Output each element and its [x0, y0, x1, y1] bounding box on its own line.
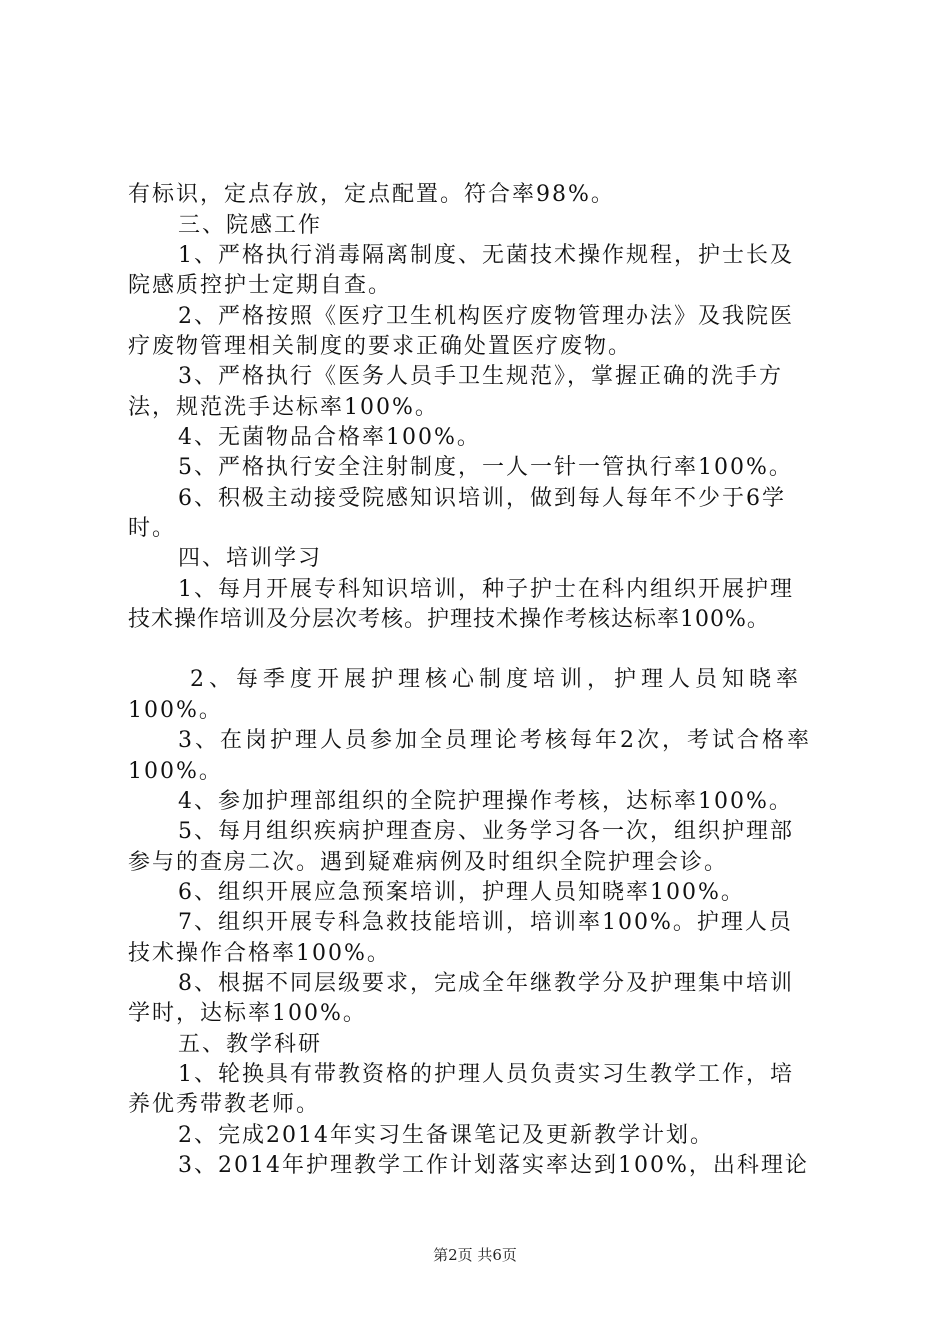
- text-line: 8、根据不同层级要求，完成全年继教学分及护理集中培训: [178, 971, 794, 996]
- text-line: 疗废物管理相关制度的要求正确处置医疗废物。: [128, 334, 633, 359]
- text-line: 4、参加护理部组织的全院护理操作考核，达标率100%。: [178, 789, 793, 814]
- text-line: 5、每月组织疾病护理查房、业务学习各一次，组织护理部: [178, 819, 794, 844]
- text-line: 时。: [128, 516, 177, 541]
- text-line: 2、每季度开展护理核心制度培训，护理人员知晓率: [190, 667, 803, 692]
- text-line: 5、严格执行安全注射制度，一人一针一管执行率100%。: [178, 455, 793, 480]
- text-line: 4、无菌物品合格率100%。: [178, 425, 481, 450]
- text-line: 2、严格按照《医疗卫生机构医疗废物管理办法》及我院医: [178, 304, 794, 329]
- text-line: 院感质控护士定期自查。: [128, 273, 393, 298]
- text-line: 1、严格执行消毒隔离制度、无菌技术操作规程，护士长及: [178, 243, 794, 268]
- text-line: 6、组织开展应急预案培训，护理人员知晓率100%。: [178, 880, 745, 905]
- text-line: 法，规范洗手达标率100%。: [128, 395, 439, 420]
- page-footer: 第2页 共6页: [433, 1246, 517, 1264]
- text-line: 参与的查房二次。遇到疑难病例及时组织全院护理会诊。: [128, 850, 729, 875]
- text-line: 100%。: [128, 759, 223, 784]
- text-line: 2、完成2014年实习生备课笔记及更新教学计划。: [178, 1123, 714, 1148]
- text-line: 3、2014年护理教学工作计划落实率达到100%，出科理论: [178, 1153, 809, 1178]
- text-line: 3、严格执行《医务人员手卫生规范》，掌握正确的洗手方: [178, 364, 783, 389]
- text-line: 1、轮换具有带教资格的护理人员负责实习生教学工作，培: [178, 1062, 794, 1087]
- section-heading: 四、培训学习: [178, 546, 323, 571]
- section-heading: 三、院感工作: [178, 213, 323, 238]
- text-line: 1、每月开展专科知识培训，种子护士在科内组织开展护理: [178, 577, 794, 602]
- text-line: 学时，达标率100%。: [128, 1001, 367, 1026]
- text-line: 养优秀带教老师。: [128, 1092, 321, 1117]
- text-line: 100%。: [128, 698, 223, 723]
- text-line: 有标识，定点存放，定点配置。符合率98%。: [128, 182, 615, 207]
- section-heading: 五、教学科研: [178, 1032, 323, 1057]
- text-line: 技术操作培训及分层次考核。护理技术操作考核达标率100%。: [128, 607, 770, 632]
- text-line: 技术操作合格率100%。: [128, 941, 391, 966]
- text-line: 3、在岗护理人员参加全员理论考核每年2次，考试合格率: [178, 728, 812, 753]
- text-line: 7、组织开展专科急救技能培训，培训率100%。护理人员: [178, 910, 793, 935]
- text-line: 6、积极主动接受院感知识培训，做到每人每年不少于6学: [178, 486, 786, 511]
